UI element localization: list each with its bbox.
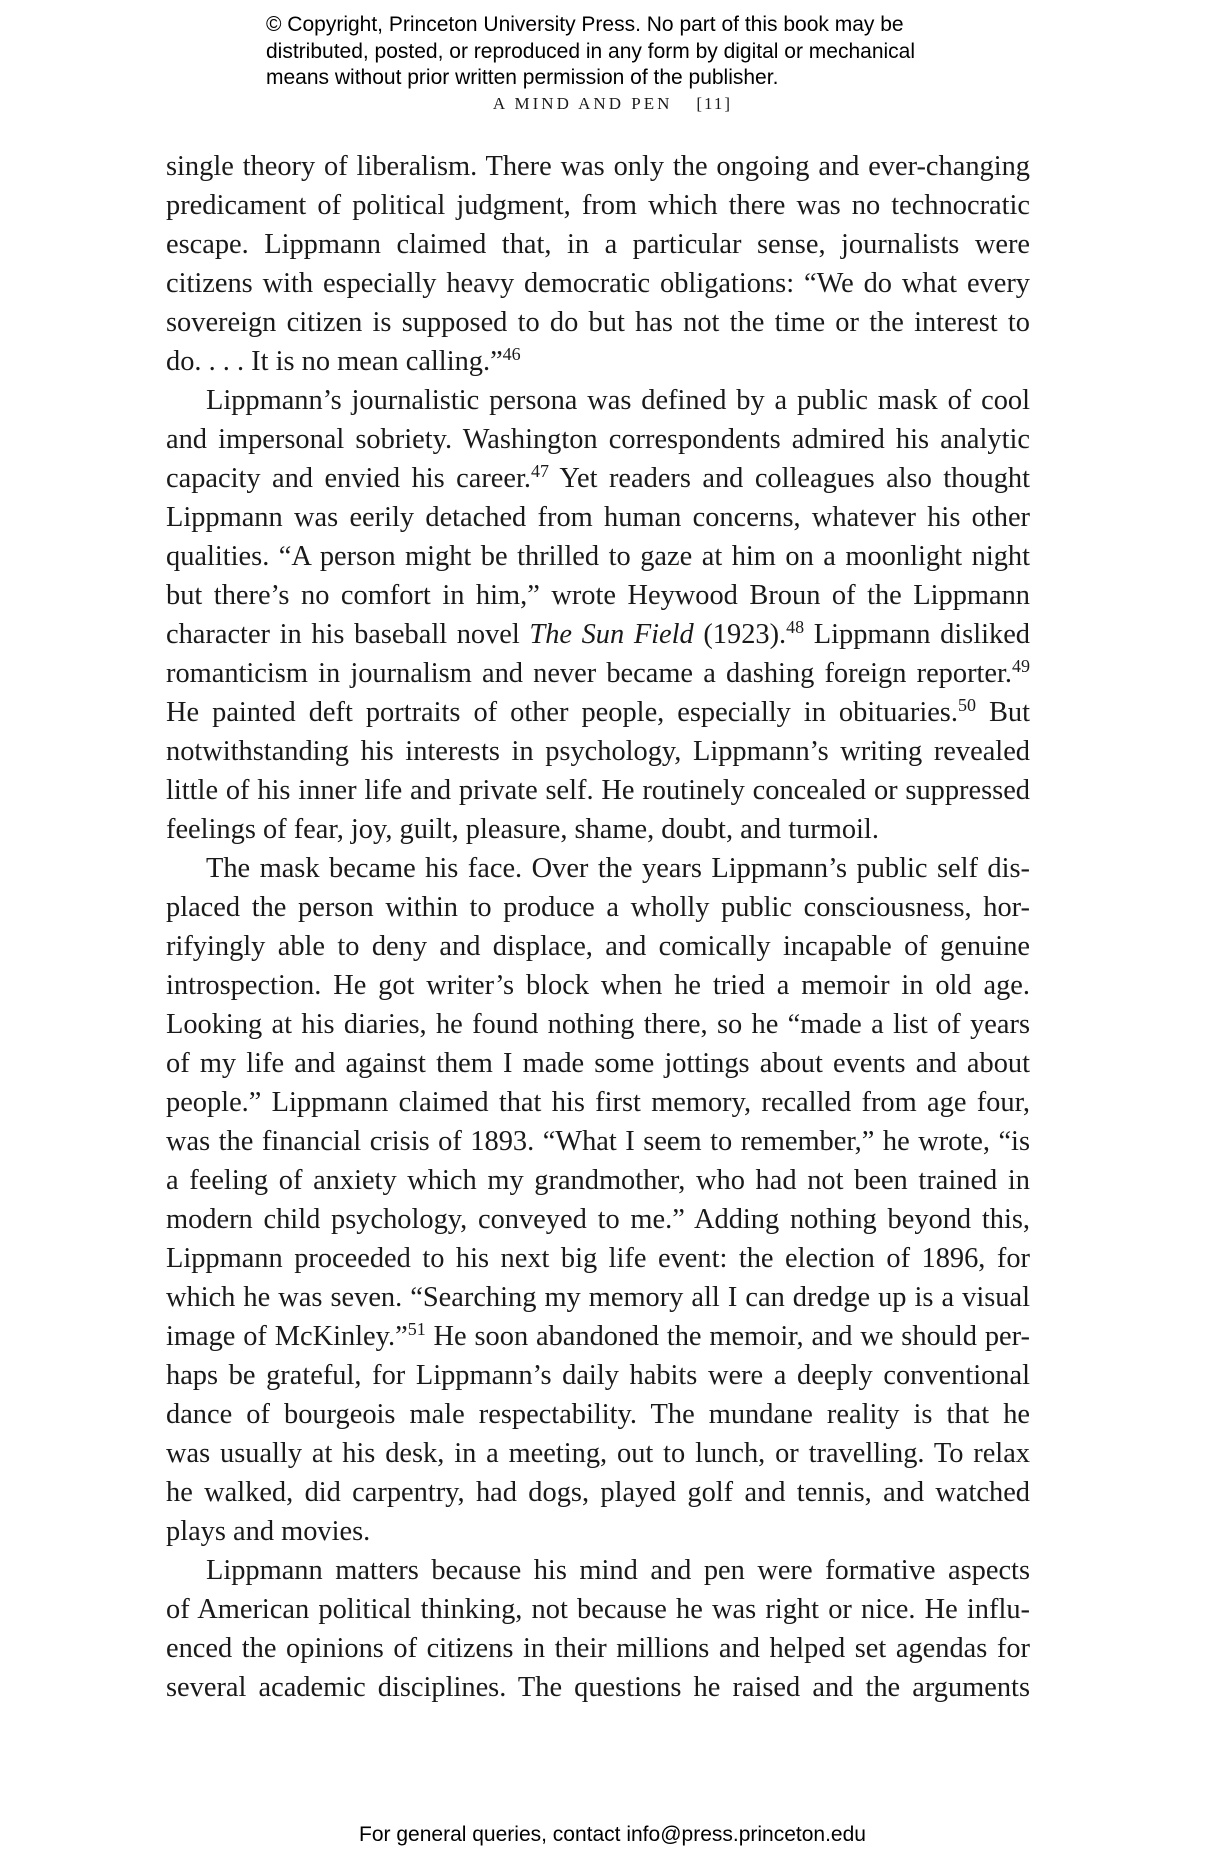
running-head <box>0 94 1225 114</box>
text-line: Lippmann was eerily detached from human concerns, whatever his other <box>166 502 1030 533</box>
copyright-line: means without prior written permission of the publisher. <box>266 66 779 89</box>
text-line: modern child psychology, conveyed to me.” Adding nothing beyond this, <box>166 1204 1030 1235</box>
text-line <box>166 1317 1030 1356</box>
text-line: haps be grateful, for Lippmann’s daily habits were a deeply conventional <box>166 1360 1030 1391</box>
text-line: was usually at his desk, in a meeting, out to lunch, or travelling. To relax <box>166 1438 1030 1469</box>
copyright-notice <box>266 12 986 92</box>
text-line: Looking at his diaries, he found nothing there, so he “made a list of years <box>166 1009 1030 1040</box>
text-line: of my life and against them I made some jottings about events and about <box>166 1048 1030 1079</box>
text-line: escape. Lippmann claimed that, in a particular sense, journalists were <box>166 229 1030 260</box>
text-line: feelings of fear, joy, guilt, pleasure, shame, doubt, and turmoil. <box>166 814 879 845</box>
footnote-ref: 49 <box>1012 656 1030 676</box>
text-line: placed the person within to produce a wholly public consciousness, hor- <box>166 892 1030 923</box>
text-line: Lippmann’s journalistic persona was defined by a public mask of cool <box>206 385 1030 416</box>
footnote-ref: 48 <box>786 617 805 637</box>
text-line: Lippmann proceeded to his next big life event: the election of 1896, for <box>166 1243 1030 1274</box>
text-line: single theory of liberalism. There was only the ongoing and ever-changing <box>166 151 1030 182</box>
line-text: (1923). <box>693 619 787 650</box>
text-line: rifyingly able to deny and displace, and comically incapable of genuine <box>166 931 1030 962</box>
text-line: of American political thinking, not because he was right or nice. He influ- <box>166 1594 1030 1625</box>
text-line: introspection. He got writer’s block when he tried a memoir in old age. <box>166 970 1030 1001</box>
text-line: plays and movies. <box>166 1516 371 1547</box>
line-text: But <box>975 697 1030 728</box>
text-line: several academic disciplines. The questions he raised and the arguments <box>166 1672 1030 1703</box>
line-text: image of McKinley.” <box>166 1321 408 1352</box>
page-number: [11] <box>696 94 733 113</box>
footnote-ref: 51 <box>407 1319 426 1339</box>
text-line <box>166 654 1030 693</box>
paragraph <box>166 147 1030 381</box>
text-line: sovereign citizen is supposed to do but has not the time or the interest to <box>166 307 1030 338</box>
line-text: capacity and envied his career. <box>166 463 531 494</box>
running-head-title: A MIND AND PEN <box>492 94 673 113</box>
paragraph <box>166 849 1030 1551</box>
text-line <box>166 459 1030 498</box>
text-line: but there’s no comfort in him,” wrote Heywood Broun of the Lippmann <box>166 580 1030 611</box>
text-line <box>166 342 1030 381</box>
text-line: people.” Lippmann claimed that his first memory, recalled from age four, <box>166 1087 1030 1118</box>
line-text: character in his baseball novel <box>166 619 530 650</box>
text-line: predicament of political judgment, from which there was no technocratic <box>166 190 1030 221</box>
footer-contact: For general queries, contact info@press.princeton.edu <box>359 1823 866 1846</box>
line-text: He painted deft portraits of other people, especially in obituaries. <box>166 697 958 728</box>
line-text: do. . . . It is no mean calling.” <box>166 346 503 377</box>
text-line: notwithstanding his interests in psychology, Lippmann’s writing revealed <box>166 736 1030 767</box>
text-line: was the financial crisis of 1893. “What I seem to remember,” he wrote, “is <box>166 1126 1030 1157</box>
text-line: Lippmann matters because his mind and pen were formative aspects <box>206 1555 1030 1586</box>
text-line: qualities. “A person might be thrilled to gaze at him on a moonlight night <box>166 541 1030 572</box>
line-text: He soon abandoned the memoir, and we should per- <box>425 1321 1030 1352</box>
text-line: which he was seven. “Searching my memory all I can dredge up is a visual <box>166 1282 1030 1313</box>
paragraph <box>166 1551 1030 1707</box>
text-line: The mask became his face. Over the years Lippmann’s public self dis- <box>206 853 1030 884</box>
text-line: enced the opinions of citizens in their millions and helped set agendas for <box>166 1633 1030 1664</box>
footnote-ref: 50 <box>957 695 976 715</box>
footnote-ref: 46 <box>502 344 521 364</box>
text-line: a feeling of anxiety which my grandmother, who had not been trained in <box>166 1165 1030 1196</box>
copyright-line: distributed, posted, or reproduced in any form by digital or mechanical <box>266 39 916 63</box>
copyright-line: © Copyright, Princeton University Press. No part of this book may be <box>266 13 904 36</box>
body-text <box>166 147 1030 1707</box>
line-text: Yet readers and colleagues also thought <box>549 463 1031 494</box>
book-title: The Sun Field <box>529 619 694 650</box>
text-line <box>166 693 1030 732</box>
footnote-ref: 47 <box>531 461 549 481</box>
text-line: citizens with especially heavy democratic obligations: “We do what every <box>166 268 1030 299</box>
text-line: he walked, did carpentry, had dogs, played golf and tennis, and watched <box>166 1477 1030 1508</box>
line-text: Lippmann disliked <box>804 619 1030 650</box>
text-line: dance of bourgeois male respectability. The mundane reality is that he <box>166 1399 1030 1430</box>
text-line <box>166 615 1030 654</box>
paragraph <box>166 381 1030 849</box>
text-line: and impersonal sobriety. Washington correspondents admired his analytic <box>166 424 1030 455</box>
text-line: little of his inner life and private self. He routinely concealed or suppressed <box>166 775 1030 806</box>
line-text: romanticism in journalism and never became a dashing foreign reporter. <box>166 658 1012 689</box>
